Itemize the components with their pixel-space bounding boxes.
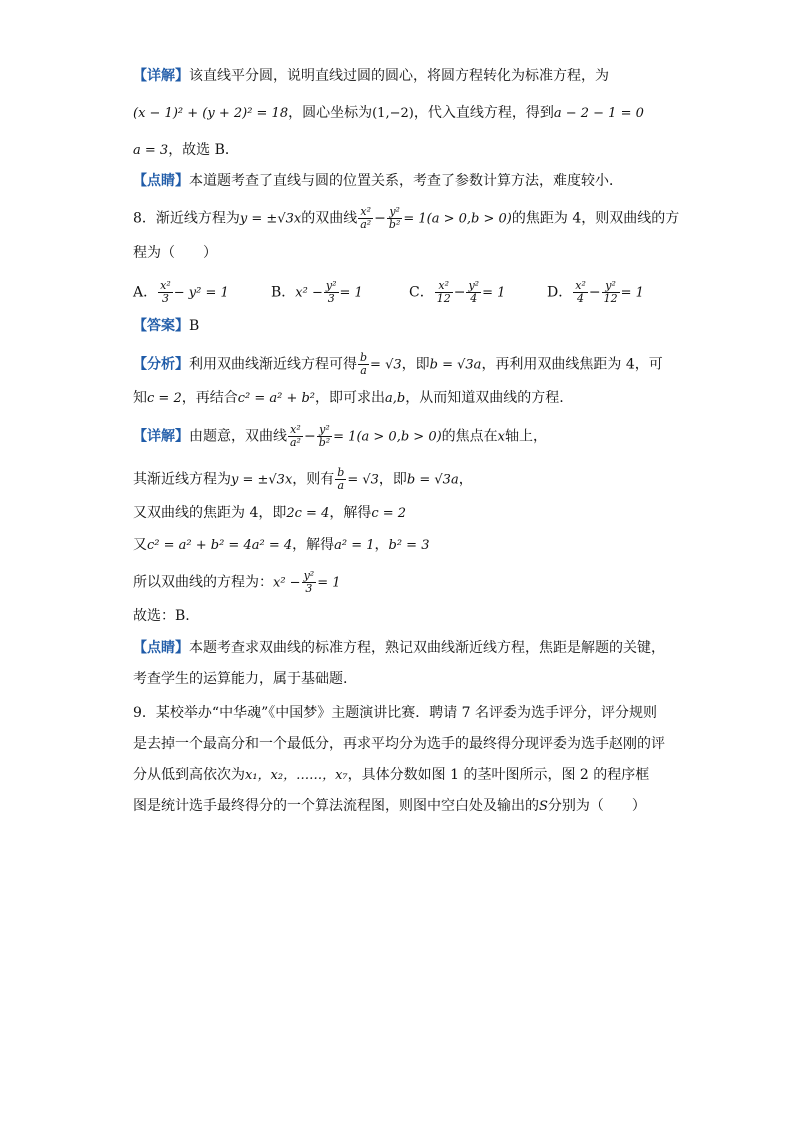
text: 故选：B. bbox=[133, 608, 190, 624]
option-label: A． bbox=[133, 284, 158, 301]
answer-line bbox=[133, 316, 199, 336]
analysis-line-2 bbox=[133, 388, 564, 409]
option-text: − y² = 1 bbox=[173, 285, 229, 301]
text: ，故选 B． bbox=[168, 142, 239, 158]
comment-tag: 【点睛】 bbox=[133, 640, 189, 656]
text: 8．渐近线方程为 bbox=[133, 210, 240, 227]
text: 又 bbox=[133, 537, 147, 553]
numerator: x² bbox=[358, 206, 373, 219]
option-label: B． bbox=[271, 284, 296, 301]
fraction bbox=[317, 424, 332, 449]
text: 分从低到高依次为 bbox=[133, 767, 245, 783]
question-9-line-4 bbox=[133, 796, 646, 817]
detail-line-2 bbox=[133, 103, 644, 124]
text: ，即可求出 bbox=[315, 390, 386, 406]
equation: a² = 1 bbox=[334, 538, 375, 553]
fraction bbox=[302, 570, 317, 595]
solution-line-2 bbox=[133, 503, 406, 524]
text: 9．某校举办“中华魂”《中国梦》主题演讲比赛．聘请 7 名评委为选手评分，评分规则 bbox=[133, 705, 658, 721]
solution-line-4 bbox=[133, 570, 341, 595]
detail-tag: 【详解】 bbox=[133, 68, 189, 84]
text: ，再结合 bbox=[181, 390, 238, 406]
fraction bbox=[288, 424, 303, 449]
analysis-tag: 【分析】 bbox=[133, 356, 189, 373]
detail-line-3 bbox=[133, 140, 239, 161]
equation: b² = 3 bbox=[388, 538, 430, 553]
equation: = 1 bbox=[317, 575, 341, 591]
text: ，具体分数如图 1 的茎叶图所示，图 2 的程序框 bbox=[347, 767, 650, 783]
text: 的焦距为 4，则双曲线的方 bbox=[511, 210, 680, 227]
option-c[interactable]: C． $\frac{\text{x²}}{12}$ − $\frac{\text{y²}}{4}$ = 1 bbox=[409, 279, 506, 305]
equation: x² − bbox=[273, 575, 301, 591]
text: ，解得 bbox=[329, 505, 372, 521]
text: ，再利用双曲线焦距为 4，可 bbox=[481, 356, 663, 373]
numerator: y² bbox=[325, 279, 337, 292]
equation: c = 2 bbox=[147, 391, 182, 406]
option-b[interactable] bbox=[271, 280, 363, 305]
circle-equation: (x − 1)² + (y + 2)² = 18 bbox=[133, 106, 289, 121]
denominator: 4 bbox=[577, 292, 585, 305]
equation: b = √3a bbox=[429, 357, 482, 373]
option-text: = 1 bbox=[339, 285, 363, 301]
text: ，则有 bbox=[292, 471, 335, 488]
answer-tag: 【答案】 bbox=[133, 318, 189, 334]
numerator: y² bbox=[387, 206, 402, 219]
solution-line-5 bbox=[133, 606, 190, 626]
answer-a-value: a = 3 bbox=[133, 143, 169, 158]
analysis-line-1 bbox=[133, 352, 663, 377]
fraction bbox=[573, 280, 588, 305]
text: 分别为（ ） bbox=[547, 798, 646, 814]
detail-tag: 【详解】 bbox=[133, 428, 189, 445]
detail-line-1 bbox=[133, 66, 609, 86]
question-9-line-3 bbox=[133, 765, 649, 786]
fraction bbox=[158, 280, 173, 305]
numerator: y² bbox=[317, 424, 332, 437]
comment-text: 考查学生的运算能力，属于基础题. bbox=[133, 671, 348, 687]
equation: c = 2 bbox=[371, 506, 407, 521]
fraction bbox=[602, 280, 620, 305]
comment-line bbox=[133, 171, 623, 191]
option-text: = 1 bbox=[620, 285, 644, 301]
question-8-stem: 8．渐近线方程为y = ±√3x的双曲线 $\frac{\text{x²}}{\text{a²}}$ − $\frac{\text{y²}}{\text{b²}}$ = 1(a > 0,b > 0)的焦距为 4，则双曲线的方 bbox=[133, 205, 680, 231]
denominator: a bbox=[360, 364, 367, 377]
equation: 2c = 4 bbox=[286, 506, 330, 521]
fraction bbox=[435, 280, 453, 305]
option-text: = 1 bbox=[482, 285, 506, 301]
fraction bbox=[466, 280, 481, 305]
fraction bbox=[358, 206, 373, 231]
comment-line-3 bbox=[133, 669, 347, 689]
question-9-line-1 bbox=[133, 703, 657, 723]
denominator: 12 bbox=[603, 292, 618, 305]
fraction bbox=[324, 280, 339, 305]
text: ，即 bbox=[401, 356, 430, 373]
solution-line-3 bbox=[133, 535, 429, 556]
comment-tag: 【点睛】 bbox=[133, 173, 189, 189]
fraction bbox=[335, 467, 346, 492]
text: 又双曲线的焦距为 4，即 bbox=[133, 505, 287, 521]
equation: c² = a² + b² = 4a² = 4 bbox=[147, 538, 293, 553]
text: 轴上， bbox=[505, 428, 548, 445]
question-9-line-2 bbox=[133, 734, 665, 754]
text: 由题意，双曲线 bbox=[189, 428, 287, 445]
circle-center: (1,−2) bbox=[372, 106, 414, 121]
question-8-stem-2 bbox=[133, 243, 217, 263]
option-text: x² − bbox=[295, 285, 323, 301]
equation: b = √3a bbox=[406, 472, 459, 488]
text: ，解得 bbox=[292, 537, 335, 553]
equation: = √3 bbox=[347, 472, 379, 488]
answer-text: B bbox=[189, 318, 200, 334]
option-d[interactable]: D． $\frac{\text{x²}}{4}$ − $\frac{\text{y²}}{12}$ = 1 bbox=[547, 279, 644, 305]
text: 图是统计选手最终得分的一个算法流程图，则图中空白处及输出的 bbox=[133, 798, 539, 814]
denominator: b² bbox=[318, 436, 331, 449]
equation: y = ±√3x bbox=[231, 472, 293, 488]
text: 是去掉一个最高分和一个最低分，再求平均分为选手的最终得分现评委为选手赵刚的评 bbox=[133, 736, 665, 752]
equation: = √3 bbox=[370, 357, 402, 373]
numerator: y² bbox=[303, 569, 315, 582]
condition: = 1(a > 0,b > 0) bbox=[333, 429, 442, 445]
denominator: a² bbox=[290, 436, 301, 449]
option-label: C． bbox=[409, 284, 434, 301]
option-label: D． bbox=[547, 284, 573, 301]
text: ， bbox=[458, 471, 473, 488]
detail-text: 该直线平分圆，说明直线过圆的圆心，将圆方程转化为标准方程，为 bbox=[189, 68, 609, 84]
numerator: y² bbox=[602, 280, 620, 293]
text: 所以双曲线的方程为： bbox=[133, 574, 273, 591]
denominator: 3 bbox=[161, 292, 169, 305]
denominator: 4 bbox=[470, 292, 478, 305]
numerator: x² bbox=[160, 279, 171, 292]
numerator: b bbox=[337, 466, 345, 479]
equation: a,b bbox=[385, 391, 406, 406]
denominator: 3 bbox=[327, 292, 335, 305]
text: ，从而知道双曲线的方程. bbox=[405, 390, 564, 406]
option-a[interactable] bbox=[133, 280, 229, 305]
numerator: y² bbox=[468, 279, 480, 292]
numerator: x² bbox=[575, 279, 586, 292]
variable: S bbox=[539, 799, 548, 814]
denominator: a² bbox=[360, 218, 372, 231]
text: 的焦点在 bbox=[441, 428, 498, 445]
text: 的双曲线 bbox=[301, 210, 358, 227]
substituted-equation: a − 2 − 1 = 0 bbox=[553, 106, 644, 121]
numerator: x² bbox=[435, 280, 453, 293]
numerator: b bbox=[360, 351, 368, 364]
numerator: x² bbox=[288, 424, 303, 437]
denominator: 3 bbox=[305, 582, 313, 595]
comment-text: 本题考查求双曲线的标准方程，熟记双曲线渐近线方程，焦距是解题的关键， bbox=[189, 640, 665, 656]
condition: = 1(a > 0,b > 0) bbox=[403, 211, 512, 227]
comment-text: 本道题考查了直线与圆的位置关系，考查了参数计算方法，难度较小． bbox=[189, 173, 623, 189]
denominator: a bbox=[337, 479, 345, 492]
text: ， bbox=[374, 537, 389, 553]
fraction bbox=[387, 206, 402, 231]
text: ，即 bbox=[378, 471, 407, 488]
fraction bbox=[358, 352, 369, 377]
text: ，代入直线方程，得到 bbox=[413, 105, 554, 121]
solution-line-1 bbox=[133, 467, 473, 492]
text: ，圆心坐标为 bbox=[288, 105, 373, 121]
equation: c² = a² + b² bbox=[237, 391, 316, 406]
variable: x bbox=[497, 429, 506, 445]
comment-line-2 bbox=[133, 638, 665, 658]
denominator: b² bbox=[388, 218, 401, 231]
text: 知 bbox=[133, 390, 147, 406]
detail-line-4: 【详解】由题意，双曲线 $\frac{\text{x²}}{\text{a²}}$ − $\frac{\text{y²}}{\text{b²}}$ = 1(a > 0,b > 0)的焦点在x轴上， bbox=[133, 423, 548, 449]
text: 程为（ ） bbox=[133, 245, 217, 261]
asymptote-equation: y = ±√3x bbox=[239, 211, 302, 227]
text: 其渐近线方程为 bbox=[133, 471, 231, 488]
score-variables: x₁，x₂，……，x₇ bbox=[245, 768, 348, 783]
text: 利用双曲线渐近线方程可得 bbox=[189, 356, 357, 373]
denominator: 12 bbox=[436, 292, 451, 305]
